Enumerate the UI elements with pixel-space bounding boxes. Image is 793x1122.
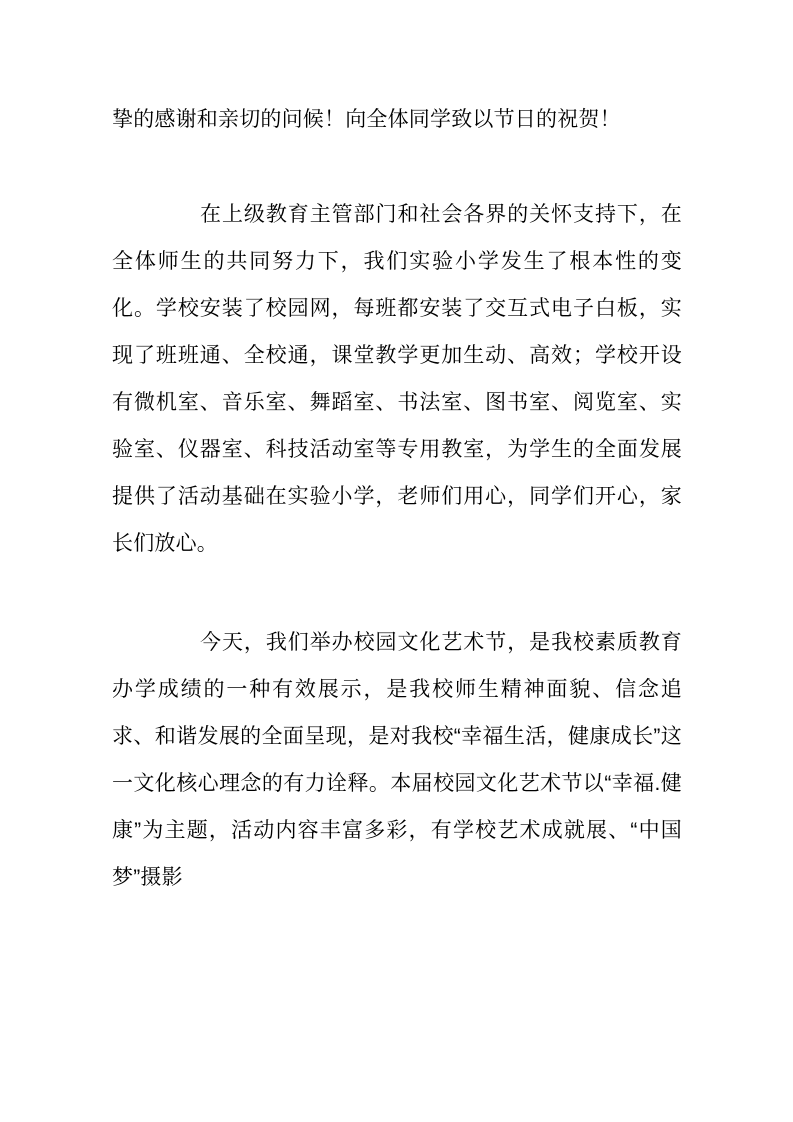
paragraph-3: 今天，我们举办校园文化艺术节，是我校素质教育办学成绩的一种有效展示，是我校师生精神面貌、信念追求、和谐发展的全面呈现，是对我校“幸福生活，健康成长”这一文化核心理念的有力诠释。本届校园文化艺术节以“幸福.健康”为主题，活动内容丰富多彩，有学校艺术成就展、“中国梦”摄影 [112,631,682,889]
paragraph-1: 挚的感谢和亲切的问候！向全体同学致以节日的祝贺！ [112,108,621,131]
document-body [112,96,682,901]
paragraph-spacer [112,567,682,619]
paragraph-spacer [112,143,682,191]
paragraph-2: 在上级教育主管部门和社会各界的关怀支持下，在全体师生的共同努力下，我们实验小学发生了根本性的变化。学校安装了校园网，每班都安装了交互式电子白板，实现了班班通、全校通，课堂教学更加生动、高效；学校开设有微机室、音乐室、舞蹈室、书法室、图书室、阅览室、实验室、仪器室、科技活动室等专用教室，为学生的全面发展提供了活动基础在实验小学，老师们用心，同学们开心，家长们放心。 [112,203,682,555]
